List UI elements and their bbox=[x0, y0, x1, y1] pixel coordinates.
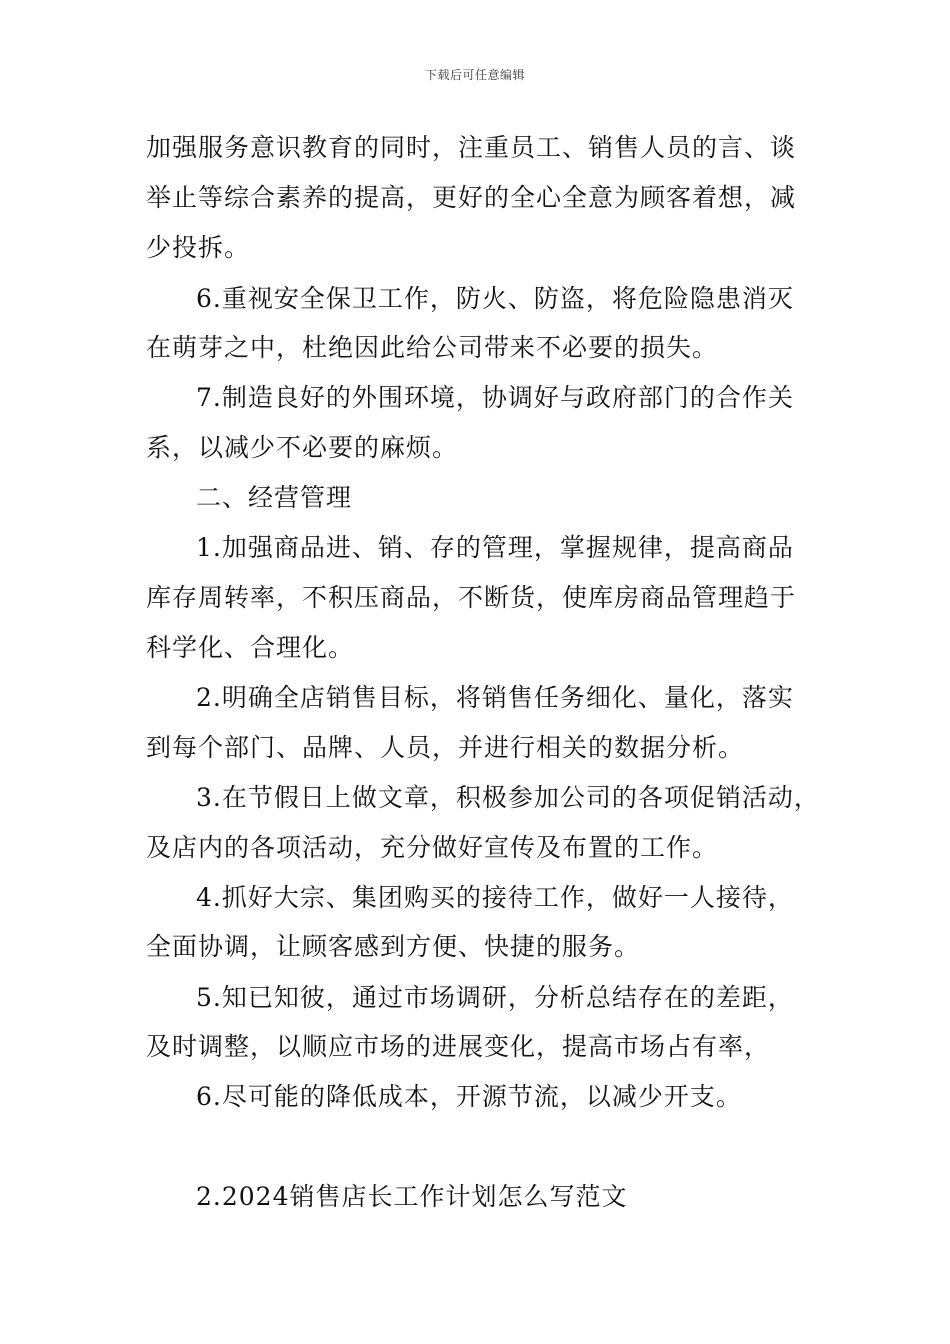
text-line: 7.制造良好的外围环境，协调好与政府部门的合作关 bbox=[196, 383, 794, 412]
text-line: 科学化、合理化。 bbox=[146, 633, 355, 662]
text-line: 5.知已知彼，通过市场调研，分析总结存在的差距， bbox=[196, 983, 794, 1012]
text-line: 3.在节假日上做文章，积极参加公司的各项促销活动， bbox=[196, 783, 820, 812]
header-note: 下载后可任意编辑 bbox=[424, 68, 525, 82]
text-line: 6.重视安全保卫工作，防火、防盗，将危险隐患消灭 bbox=[196, 284, 794, 313]
text-line: 加强服务意识教育的同时，注重员工、销售人员的言、谈 bbox=[146, 133, 797, 162]
text-line: 系，以减少不必要的麻烦。 bbox=[146, 433, 459, 462]
text-line: 1.加强商品进、销、存的管理，掌握规律，提高商品 bbox=[196, 533, 794, 562]
text-line: 全面协调，让顾客感到方便、快捷的服务。 bbox=[146, 932, 641, 961]
text-line: 及时调整，以顺应市场的进展变化，提高市场占有率， bbox=[146, 1032, 771, 1061]
text-line: 在萌芽之中，杜绝因此给公司带来不必要的损失。 bbox=[146, 333, 719, 362]
section-title: 2.2024销售店长工作计划怎么写范文 bbox=[196, 1182, 628, 1211]
text-line: 少投拆。 bbox=[146, 233, 251, 262]
text-line: 到每个部门、品牌、人员，并进行相关的数据分析。 bbox=[146, 733, 745, 762]
text-line: 6.尽可能的降低成本，开源节流，以减少开支。 bbox=[196, 1082, 742, 1111]
text-line: 库存周转率，不积压商品，不断货，使库房商品管理趋于 bbox=[146, 583, 797, 612]
text-line: 举止等综合素养的提高，更好的全心全意为顾客着想，减 bbox=[146, 183, 797, 212]
section-heading: 二、经营管理 bbox=[196, 483, 353, 512]
text-line: 及店内的各项活动，充分做好宣传及布置的工作。 bbox=[146, 833, 719, 862]
text-line: 4.抓好大宗、集团购买的接待工作，做好一人接待， bbox=[196, 883, 794, 912]
text-line: 2.明确全店销售目标，将销售任务细化、量化，落实 bbox=[196, 683, 794, 712]
